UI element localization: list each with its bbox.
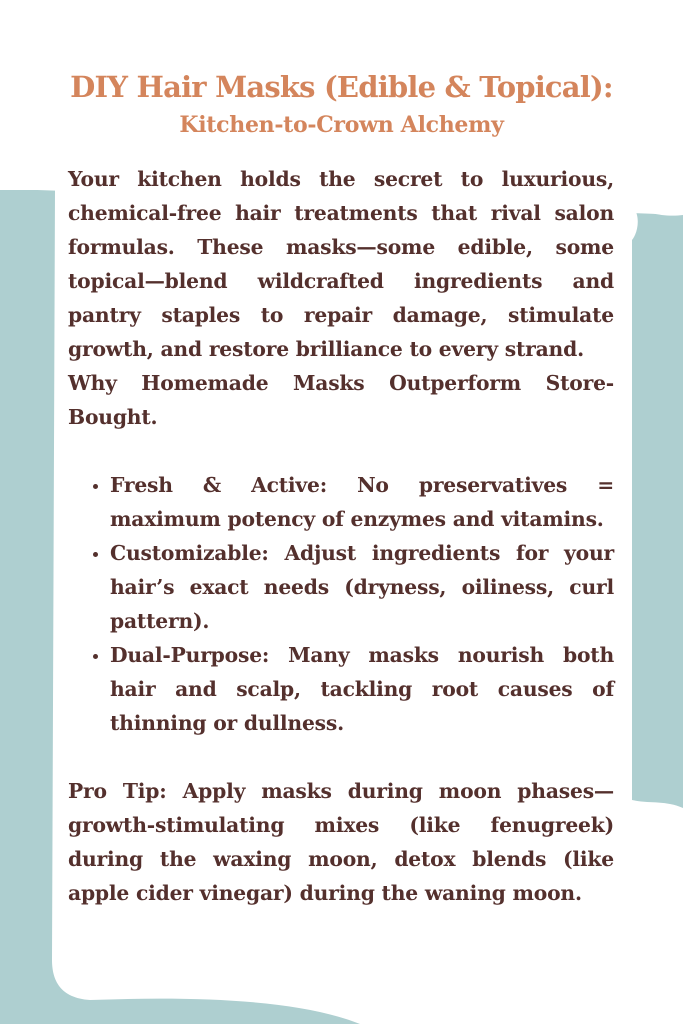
page-subtitle: Kitchen-to-Crown Alchemy [179, 112, 504, 138]
pro-tip-paragraph: Pro Tip: Apply masks during moon phases—growth-stimulating mixes (like fenugreek) during the waxing moon, detox blends (like apple cider vinegar) during the waning moon. [68, 779, 614, 905]
list-item: • Fresh & Active: No preservatives = maximum potency of enzymes and vitamins. [110, 468, 614, 536]
benefits-list [68, 468, 614, 740]
intro-paragraph: Your kitchen holds the secret to luxurious, chemical-free hair treatments that rival salon formulas. These masks—some edible, some topical—blend wildcrafted ingredients and pantry staples to repair damage, stimulate growth, and restore brilliance to every strand. [68, 167, 614, 361]
section-heading: Why Homemade Masks Outperform Store-Bought. [68, 371, 614, 429]
list-item: • Customizable: Adjust ingredients for your hair’s exact needs (dryness, oiliness, curl pattern). [110, 536, 614, 638]
page-title: DIY Hair Masks (Edible & Topical): [70, 70, 613, 104]
article-body [68, 162, 614, 910]
list-item: • Dual-Purpose: Many masks nourish both hair and scalp, tackling root causes of thinning or dullness. [110, 638, 614, 740]
